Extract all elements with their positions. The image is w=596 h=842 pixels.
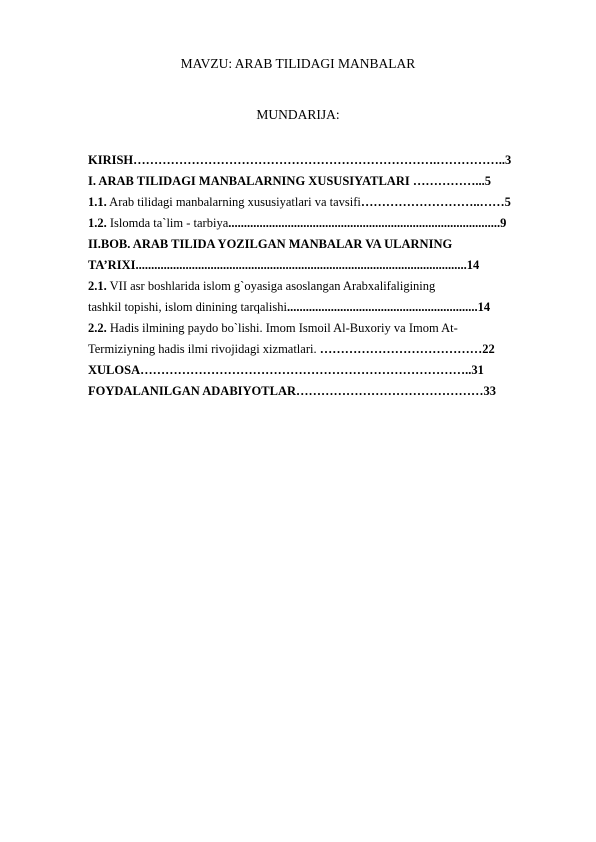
toc-number: 1.1. xyxy=(88,195,107,209)
toc-entry-kirish[interactable] xyxy=(88,150,548,171)
toc-label: Arab tilidagi manbalarning xususiyatlari va tavsifi xyxy=(106,195,361,209)
toc-number: 2.1. xyxy=(88,279,107,293)
toc-entry-1-2[interactable] xyxy=(88,213,548,234)
toc-label: XULOSA xyxy=(88,363,141,377)
toc-label: TA’RIXI xyxy=(88,258,136,272)
toc-page: 5 xyxy=(484,174,491,188)
toc-leader: …………………………………………………………………….. xyxy=(140,363,472,377)
toc-entry-2-1[interactable] xyxy=(88,276,548,297)
toc-page: 33 xyxy=(483,384,497,398)
toc-entry-2-2[interactable] xyxy=(88,318,548,339)
toc-label: Islomda ta`lim - tarbiya xyxy=(106,216,229,230)
toc-entry-bibliography[interactable] xyxy=(88,381,548,402)
toc-leader: ............................................................. xyxy=(286,300,478,314)
toc-leader: .......................................................................................................... xyxy=(135,258,467,272)
toc-page: 9 xyxy=(500,216,507,230)
topic-title: MAVZU: ARAB TILIDAGI MANBALAR xyxy=(180,56,416,71)
toc-label: VII asr boshlarida islom g`oyasiga asoslangan Arabxalifaligining xyxy=(106,279,436,293)
toc-entry-chapter-2[interactable] xyxy=(88,234,548,255)
toc-page: 22 xyxy=(482,342,495,356)
toc-label: KIRISH xyxy=(88,153,134,167)
toc-leader: ……………………………………………………………….…………….. xyxy=(133,153,506,167)
toc-label: FOYDALANILGAN ADABIYOTLAR xyxy=(88,384,297,398)
toc-label: Hadis ilmining paydo bo`lishi. Imom Ismoil Al-Buxoriy va Imom At- xyxy=(106,321,458,335)
toc-leader: ………………………………… xyxy=(319,342,483,356)
toc-entry-xulosa[interactable] xyxy=(88,360,548,381)
toc-label: II.BOB. ARAB TILIDA YOZILGAN MANBALAR VA ULARNING xyxy=(88,237,453,251)
toc-number: 1.2. xyxy=(88,216,107,230)
toc-label: I. ARAB TILIDAGI MANBALARNING XUSUSIYATLARI xyxy=(88,174,413,188)
toc-label: tashkil topishi, islom dinining tarqalishi xyxy=(88,300,287,314)
toc-heading: MUNDARIJA: xyxy=(256,107,340,122)
toc-page: 3 xyxy=(505,153,512,167)
toc-entry-chapter-1[interactable] xyxy=(88,171,548,192)
toc-leader: ....................................................................................... xyxy=(228,216,501,230)
toc-entry-2-2-cont[interactable] xyxy=(88,339,548,360)
toc-leader: ……………………………………… xyxy=(296,384,484,398)
toc-leader: ……………... xyxy=(412,174,485,188)
table-of-contents xyxy=(88,150,548,402)
toc-entry-1-1[interactable] xyxy=(88,192,548,213)
toc-entry-2-1-cont[interactable] xyxy=(88,297,548,318)
toc-entry-chapter-2-cont[interactable] xyxy=(88,255,548,276)
toc-number: 2.2. xyxy=(88,321,107,335)
toc-page: 5 xyxy=(504,195,511,209)
toc-page: 31 xyxy=(471,363,484,377)
toc-leader: ………………………..…… xyxy=(360,195,505,209)
toc-label: Termiziyning hadis ilmi rivojidagi xizmatlari. xyxy=(88,342,320,356)
toc-page: 14 xyxy=(466,258,480,272)
toc-page: 14 xyxy=(477,300,491,314)
